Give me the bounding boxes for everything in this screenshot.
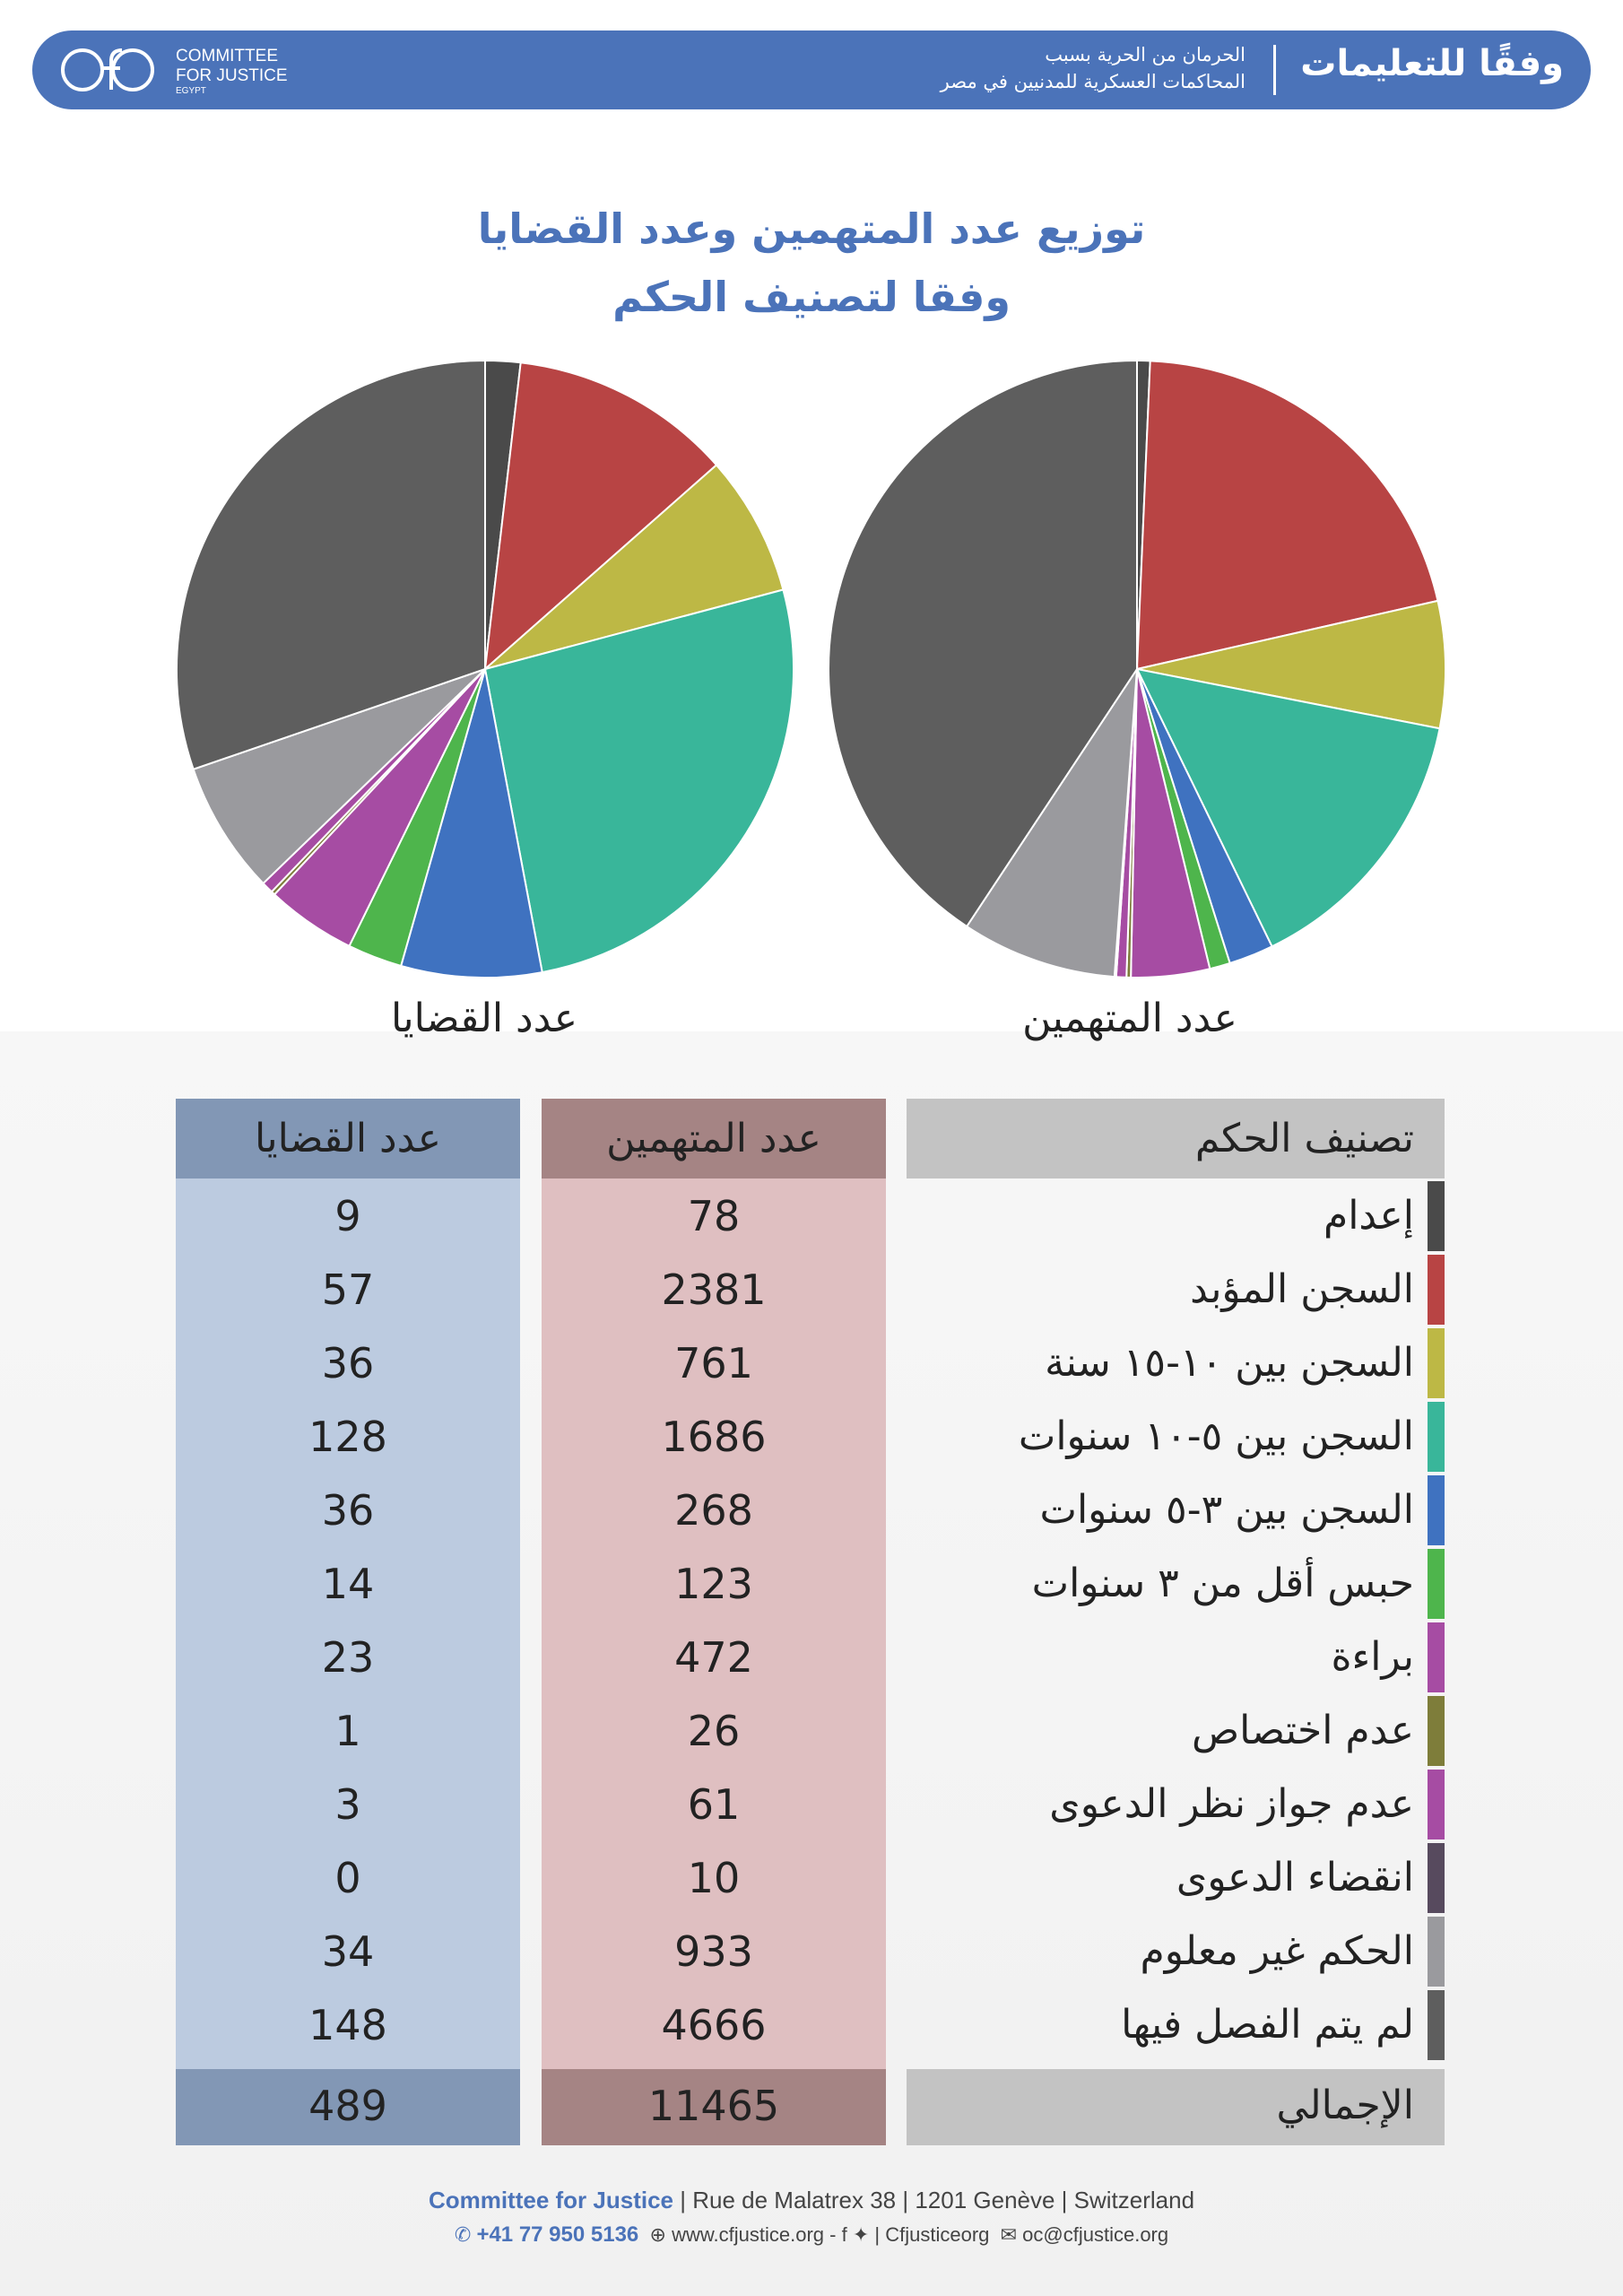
defendants-cell: 61 [687, 1780, 741, 1829]
category-cell: السجن بين ٥-١٠ سنوات [1018, 1413, 1414, 1459]
email-icon: ✉ [1000, 2223, 1018, 2246]
footer-address-line [0, 2187, 1623, 2214]
category-cell: عدم جواز نظر الدعوى [1049, 1781, 1414, 1827]
legend-swatch [1428, 1770, 1445, 1839]
cases-cell: 9 [334, 1192, 361, 1240]
category-column [907, 1099, 1445, 2128]
cases-cell: 1 [334, 1707, 361, 1755]
category-total-row [907, 2069, 1445, 2145]
logo-line-3: EGYPT [176, 86, 206, 96]
category-cell: حبس أقل من ٣ سنوات [1031, 1561, 1414, 1606]
social-icons: - f ✦ [829, 2223, 870, 2246]
header-divider [1273, 45, 1276, 95]
legend-swatch [1428, 1475, 1445, 1545]
cases-cell: 3 [334, 1780, 361, 1829]
header-subtitle [869, 41, 1245, 95]
phone-icon: ✆ [454, 2223, 472, 2246]
chart-title-line-2: وفقا لتصنيف الحكم [612, 273, 1011, 321]
cases-cell: 57 [321, 1265, 375, 1314]
category-cell: السجن المؤبد [1190, 1266, 1414, 1312]
category-cell: عدم اختصاص [1191, 1708, 1414, 1753]
cases-cell: 36 [321, 1339, 375, 1387]
defendants-total-row [542, 2069, 886, 2145]
category-cell: انقضاء الدعوى [1176, 1855, 1414, 1900]
category-cell: السجن بين ٣-٥ سنوات [1039, 1487, 1414, 1533]
legend-swatch [1428, 1917, 1445, 1987]
cases-cell: 14 [321, 1560, 375, 1608]
defendants-cell: 933 [674, 1927, 753, 1976]
cases-total: 489 [308, 2082, 387, 2130]
logo-line-2: FOR JUSTICE [176, 66, 288, 85]
pie-label-defendants: عدد المتهمين [1022, 996, 1237, 1041]
footer-website-link[interactable]: www.cfjustice.org [672, 2223, 825, 2246]
defendants-cell: 26 [687, 1707, 741, 1755]
defendants-header: عدد المتهمين [542, 1099, 886, 1178]
defendants-cell: 1686 [661, 1413, 767, 1461]
defendants-cell: 4666 [661, 2001, 767, 2049]
category-cell: الحكم غير معلوم [1140, 1928, 1414, 1974]
cases-cell: 0 [334, 1854, 361, 1902]
defendants-cell: 123 [674, 1560, 753, 1608]
category-cell: السجن بين ١٠-١٥ سنة [1045, 1340, 1414, 1386]
defendants-cell: 268 [674, 1486, 753, 1535]
category-total: الإجمالي [1276, 2083, 1414, 2128]
footer-org: Committee for Justice [428, 2187, 674, 2213]
category-header: تصنيف الحكم [907, 1099, 1445, 1178]
legend-swatch [1428, 1622, 1445, 1692]
chart-title-line-1: توزيع عدد المتهمين وعدد القضايا [477, 204, 1146, 253]
defendants-cell: 10 [687, 1854, 741, 1902]
pie-label-cases: عدد القضايا [390, 996, 578, 1041]
cases-cell: 34 [321, 1927, 375, 1976]
legend-swatch [1428, 1328, 1445, 1398]
defendants-cell: 761 [674, 1339, 753, 1387]
legend-swatch [1428, 1402, 1445, 1472]
legend-swatch [1428, 1696, 1445, 1766]
header-banner [32, 30, 1591, 109]
footer-contact-line: ✆ +41 77 950 5136 ⊕ www.cfjustice.org - f ✦ | Cfjusticeorg ✉ oc@cfjustice.org [454, 2222, 1169, 2247]
footer-phone[interactable]: +41 77 950 5136 [476, 2222, 639, 2247]
cases-cell: 148 [308, 2001, 387, 2049]
logo-text [176, 47, 288, 97]
cases-header: عدد القضايا [176, 1099, 520, 1178]
defendants-cell: 2381 [661, 1265, 767, 1314]
legend-swatch [1428, 1181, 1445, 1251]
legend-swatch [1428, 1549, 1445, 1619]
cases-total-row [176, 2069, 520, 2145]
legend-swatch [1428, 1255, 1445, 1325]
defendants-cell: 472 [674, 1633, 753, 1682]
cases-cell: 36 [321, 1486, 375, 1535]
cases-cell: 128 [308, 1413, 387, 1461]
cases-cell: 23 [321, 1633, 375, 1682]
footer-address: | Rue de Malatrex 38 | 1201 Genève | Switzerland [673, 2187, 1195, 2213]
header-subtitle-line-1: الحرمان من الحرية بسبب [1045, 44, 1245, 65]
cfj-logo-icon [59, 39, 167, 100]
footer-email-link[interactable]: oc@cfjustice.org [1022, 2223, 1169, 2246]
legend-swatch [1428, 1843, 1445, 1913]
header-subtitle-line-2: المحاكمات العسكرية للمدنيين في مصر [940, 71, 1245, 92]
defendants-total: 11465 [647, 2082, 780, 2130]
category-cell: إعدام [1323, 1193, 1414, 1239]
logo-line-1: COMMITTEE [176, 47, 278, 65]
category-cell: براءة [1331, 1634, 1414, 1680]
defendants-cell: 78 [687, 1192, 741, 1240]
legend-swatch [1428, 1990, 1445, 2060]
defendants-column [542, 1099, 886, 2130]
footer-social-handle[interactable]: Cfjusticeorg [885, 2223, 990, 2246]
header-title: وفقًا للتعليمات [1300, 43, 1564, 84]
category-cell: لم يتم الفصل فيها [1121, 2002, 1414, 2048]
globe-icon: ⊕ [649, 2223, 666, 2246]
pie-charts [0, 341, 1623, 987]
cases-column [176, 1099, 520, 2130]
